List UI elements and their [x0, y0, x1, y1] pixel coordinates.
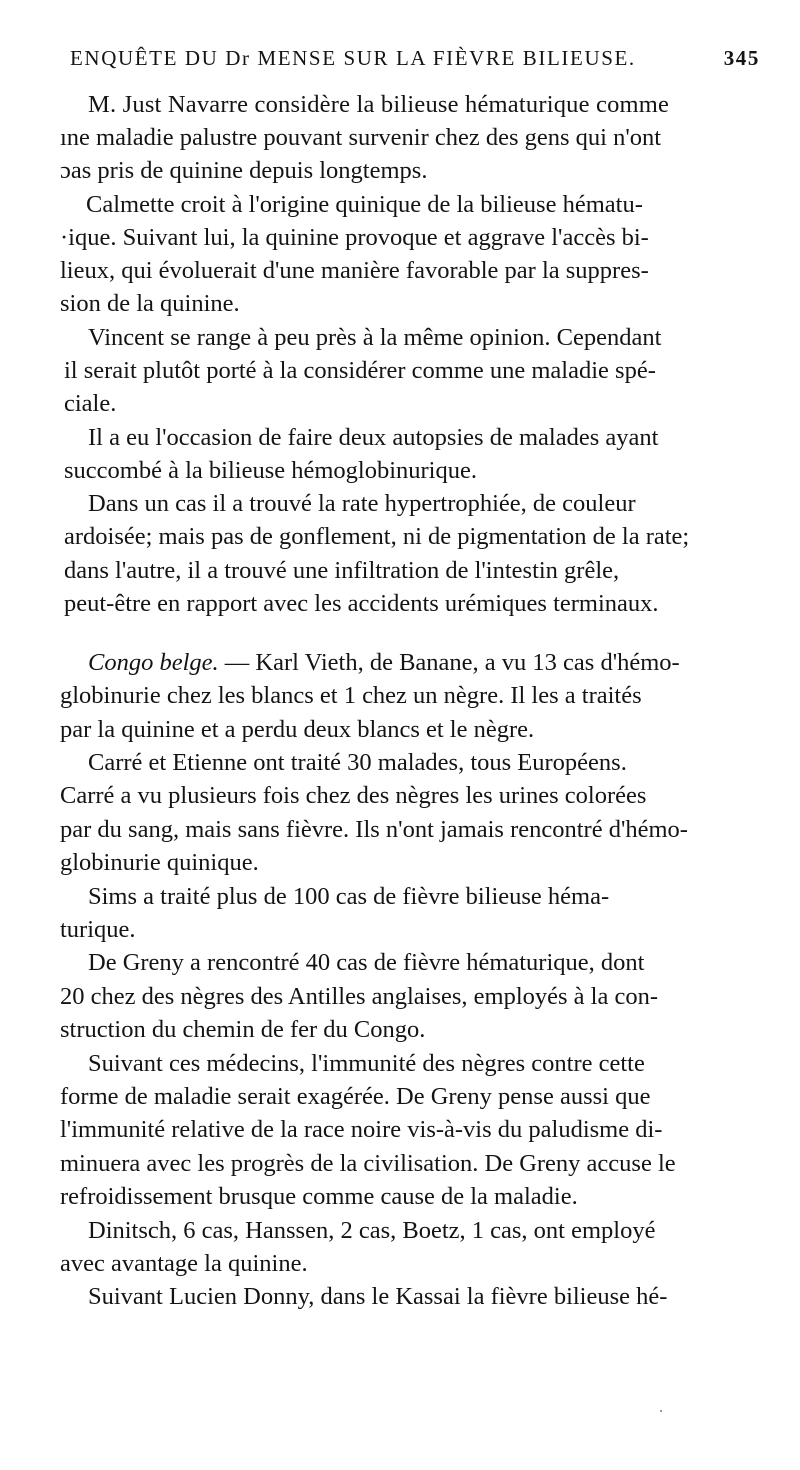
section-heading: Congo belge. — [88, 649, 219, 676]
text-line: Suivant ces médecins, l'immunité des nègres contre cette — [88, 1050, 645, 1077]
text-line: Carré et Etienne ont traité 30 malades, tous Européens. — [88, 749, 627, 776]
text-line: l'immunité relative de la race noire vis-à-vis du paludisme di- — [60, 1116, 663, 1143]
running-header — [70, 46, 760, 76]
text-line: peut-être en rapport avec les accidents urémiques terminaux. — [64, 590, 659, 617]
text-line: par la quinine et a perdu deux blancs et le nègre. — [60, 716, 535, 743]
text-line: globinurie quinique. — [60, 849, 259, 876]
text-line: globinurie chez les blancs et 1 chez un nègre. Il les a traités — [60, 682, 642, 709]
text-line: M. Just Navarre considère la bilieuse hématurique comme — [88, 91, 670, 118]
section-first-line-text: — Karl Vieth, de Banane, a vu 13 cas d'hémo- — [218, 649, 680, 676]
text-line: Suivant Lucien Donny, dans le Kassai la fièvre bilieuse hé- — [88, 1283, 668, 1310]
text-line: turique. — [60, 916, 136, 943]
text-line: succombé à la bilieuse hémoglobinurique. — [64, 457, 477, 484]
running-title: ENQUÊTE DU Dr MENSE SUR LA FIÈVRE BILIEUSE. — [70, 46, 636, 70]
text-line: forme de maladie serait exagérée. De Greny pense aussi que — [60, 1083, 651, 1110]
text-line: Dans un cas il a trouvé la rate hypertrophiée, de couleur — [88, 490, 636, 517]
text-line: par du sang, mais sans fièvre. Ils n'ont jamais rencontré d'hémo- — [60, 816, 688, 843]
text-line: ɔas pris de quinine depuis longtemps. — [60, 157, 428, 184]
text-line: ciale. — [64, 390, 117, 417]
section-first-line — [88, 646, 760, 679]
text-line: Vincent se range à peu près à la même opinion. Cependant — [88, 324, 662, 351]
text-line: ·ique. Suivant lui, la quinine provoque et aggrave l'accès bi- — [60, 224, 649, 251]
text-line: lieux, qui évoluerait d'une manière favorable par la suppres- — [60, 257, 649, 284]
text-line: sion de la quinine. — [60, 290, 240, 317]
text-line: Dinitsch, 6 cas, Hanssen, 2 cas, Boetz, 1 cas, ont employé — [88, 1217, 656, 1244]
text-line: ardoisée; mais pas de gonflement, ni de pigmentation de la rate; — [64, 523, 690, 550]
page-number: 345 — [723, 46, 760, 70]
text-line: De Greny a rencontré 40 cas de fièvre hématurique, dont — [88, 949, 645, 976]
text-line: dans l'autre, il a trouvé une infiltration de l'intestin grêle, — [64, 557, 620, 584]
scan-speck — [660, 1410, 662, 1412]
text-line: ıne maladie palustre pouvant survenir chez des gens qui n'ont — [60, 124, 662, 151]
text-line: Carré a vu plusieurs fois chez des nègres les urines colorées — [60, 782, 647, 809]
text-line: struction du chemin de fer du Congo. — [60, 1016, 426, 1043]
text-line: il serait plutôt porté à la considérer comme une maladie spé- — [64, 357, 656, 384]
text-line: 20 chez des nègres des Antilles anglaises, employés à la con- — [60, 983, 659, 1010]
text-line: Calmette croit à l'origine quinique de la bilieuse hématu- — [86, 191, 643, 218]
text-line: Il a eu l'occasion de faire deux autopsies de malades ayant — [88, 424, 659, 451]
text-line: refroidissement brusque comme cause de la maladie. — [60, 1183, 578, 1210]
text-line: minuera avec les progrès de la civilisation. De Greny accuse le — [60, 1150, 676, 1177]
text-line: Sims a traité plus de 100 cas de fièvre bilieuse héma- — [88, 883, 610, 910]
text-line: avec avantage la quinine. — [60, 1250, 308, 1277]
